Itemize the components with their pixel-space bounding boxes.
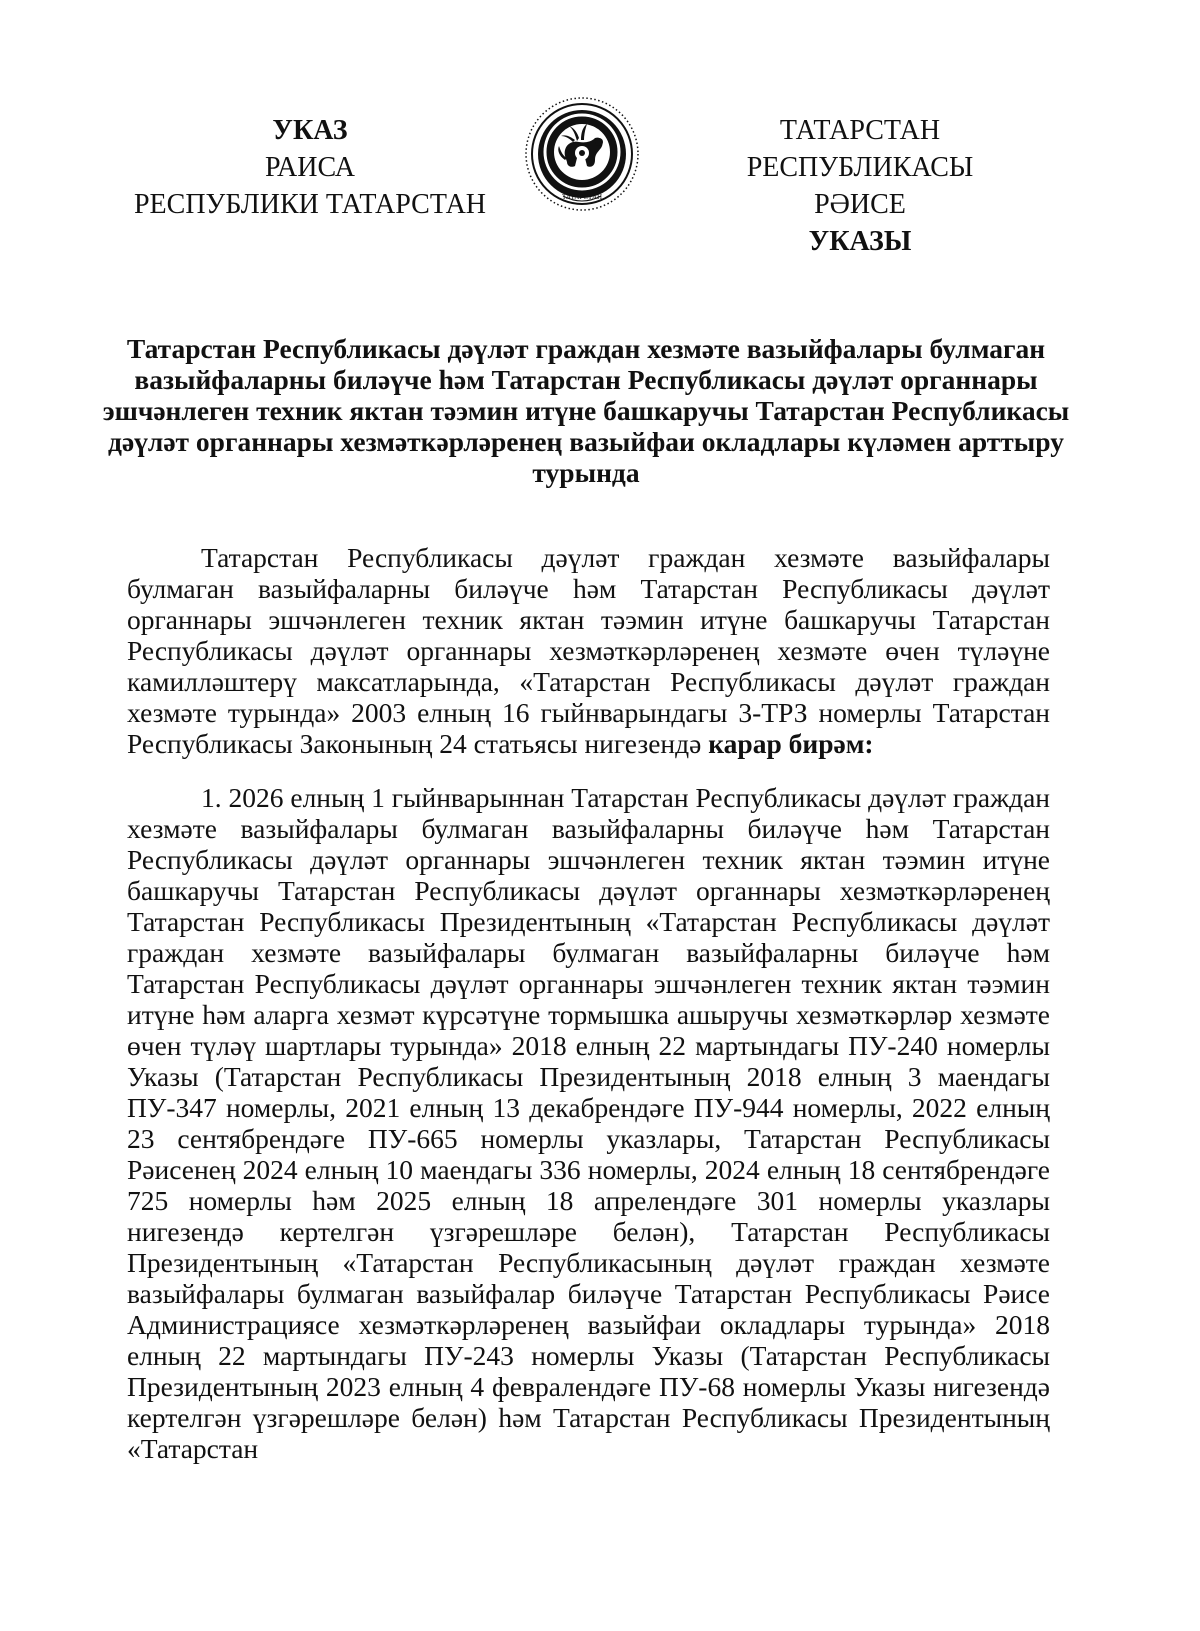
republic-label-ru: РЕСПУБЛИКИ ТАТАРСТАН	[133, 189, 487, 220]
decree-label-ru: УКАЗ	[272, 115, 348, 146]
decision-phrase: карар бирәм:	[708, 728, 874, 759]
document-title: Татарстан Республикасы дәүләт граждан хезмәте вазыйфалары булмаган вазыйфаларны биләүче һәм Татарстан Республикасы дәүләт органнары эшчәнлеген техник яктан тәэмин итүне башкаручы Татарстан Республикасы дәүләт органнары хезмәткәрләренең вазыйфаи окладлары күләмен арттыру турында	[102, 333, 1070, 488]
header-left-block	[120, 112, 500, 223]
republic-label-tt: ТАТАРСТАН РЕСПУБЛИКАСЫ	[746, 115, 974, 183]
head-label-ru: РАИСА	[265, 152, 355, 183]
svg-text:ТАТАРСТАН: ТАТАРСТАН	[561, 193, 603, 201]
point-1-paragraph: 1. 2026 елның 1 гыйнварыннан Татарстан Республикасы дәүләт граждан хезмәте вазыйфалары булмаган вазыйфаларны биләүче һәм Татарстан Республикасы дәүләт органнары эшчәнлеген техник яктан тәэмин итүне башкаручы Татарстан Республикасы дәүләт органнары хезмәткәрләренең Татарстан Республикасы Президентының «Татарстан Республикасы дәүләт граждан хезмәте вазыйфалары булмаган вазыйфаларны биләүче һәм Татарстан Республикасы дәүләт органнары эшчәнлеген техник яктан тәэмин итүне һәм аларга хезмәт күрсәтүне тормышка ашыручы хезмәткәрләр хезмәте өчен түләү шартлары турында» 2018 елның 22 мартындагы ПУ-240 номерлы Указы (Татарстан Республикасы Президентының 2018 елның 3 маендагы ПУ-347 номерлы, 2021 елның 13 декабрендәге ПУ-944 номерлы, 2022 елның 23 сентябрендәге ПУ-665 номерлы указлары, Татарстан Республикасы Рәисенең 2024 елның 10 маендагы 336 номерлы, 2024 елның 18 сентябрендәге 725 номерлы һәм 2025 елның 18 апрелендәге 301 номерлы указлары нигезендә кертелгән үзгәрешләре белән), Татарстан Республикасы Президентының «Татарстан Республикасының дәүләт граждан хезмәте вазыйфалары булмаган вазыйфалар биләүче Татарстан Республикасы Рәисе Администрациясе хезмәткәрләренең вазыйфаи окладлары турында» 2018 елның 22 мартындагы ПУ-243 номерлы Указы (Татарстан Республикасы Президентының 2023 елның 4 февралендәге ПУ-68 номерлы Указы нигезендә кертелгән үзгәрешләре белән) һәм Татарстан Республикасы Президентының «Татарстан	[127, 782, 1050, 1464]
head-label-tt: РӘИСЕ	[814, 189, 906, 220]
preamble-paragraph	[127, 542, 1050, 759]
preamble-text: Татарстан Республикасы дәүләт граждан хезмәте вазыйфалары булмаган вазыйфаларны биләүче һәм Татарстан Республикасы дәүләт органнары эшчәнлеген техник яктан тәэмин итүне башкаручы Татарстан Республикасы дәүләт органнары хезмәткәрләренең хезмәте өчен түләүне камилләштерү максатларында, «Татарстан Республикасы дәүләт граждан хезмәте турында» 2003 елның 16 гыйнварындагы 3-ТРЗ номерлы Татарстан Республикасы Законының 24 статьясы нигезендә	[127, 542, 1050, 759]
emblem-icon	[521, 96, 643, 212]
decree-label-tt: УКАЗЫ	[808, 226, 912, 257]
header-right-block	[670, 112, 1050, 260]
